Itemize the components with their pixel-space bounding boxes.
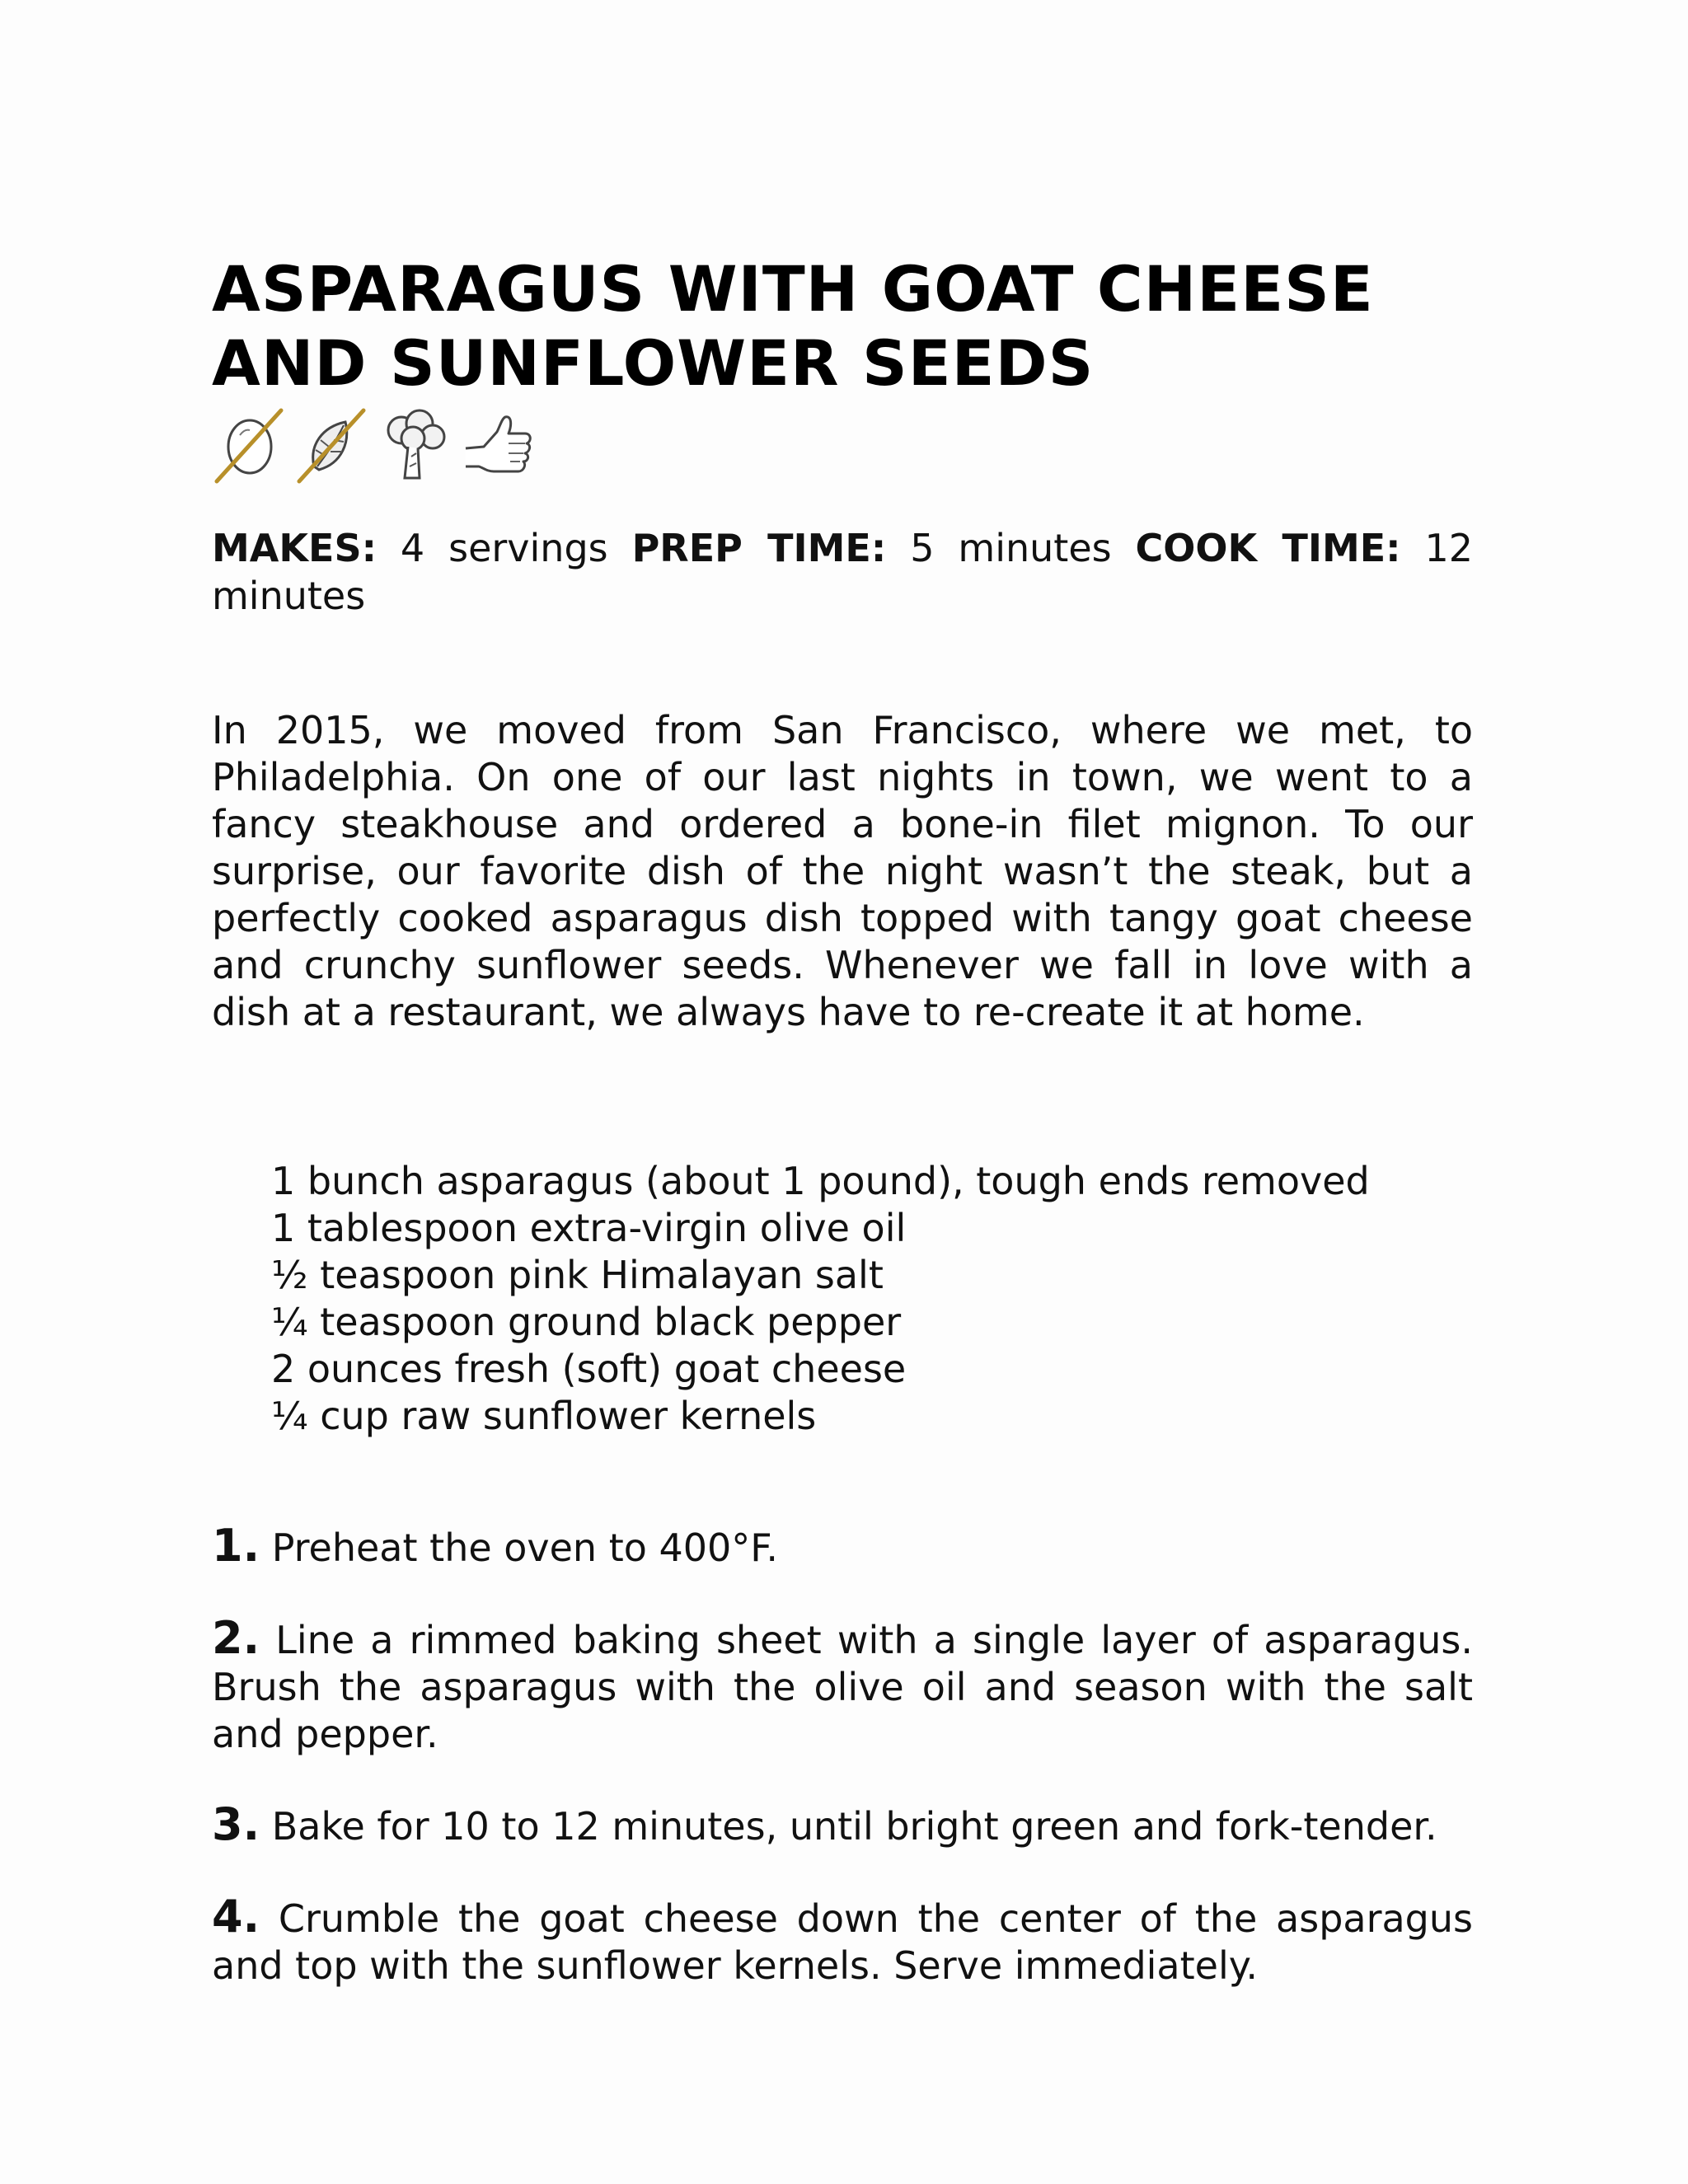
prep-time-value: 5 minutes [910, 526, 1112, 570]
ingredient-item: ½ teaspoon pink Himalayan salt [271, 1253, 884, 1297]
recipe-title-line-2: AND SUNFLOWER SEEDS [212, 326, 1095, 400]
recipe-intro: In 2015, we moved from San Francisco, where we met, to Philadelphia. On one of our last nights in town, we went to a fancy steakhouse and ordered a bone-in filet mignon. To our surprise, our favorite dish of the night wasn’t the steak, but a perfectly cooked asparagus dish topped with tangy goat cheese and crunchy sunflower seeds. Whenever we fall in love with a dish at a restaurant, we always have to re-create it at home. [212, 708, 1473, 1034]
prep-time-label: PREP TIME: [631, 526, 887, 570]
ingredient-list [271, 1158, 1473, 1440]
step-number: 3. [212, 1798, 260, 1850]
makes-label: MAKES: [212, 526, 377, 570]
step-text: Line a rimmed baking sheet with a single layer of asparagus. Brush the asparagus with the olive oil and season with the salt and pepper. [212, 1618, 1473, 1756]
diet-icons [212, 404, 1473, 486]
instruction-step [212, 1798, 1473, 1850]
ingredient-item: ¼ cup raw sunflower kernels [271, 1394, 817, 1438]
ingredient-item: 2 ounces fresh (soft) goat cheese [271, 1347, 907, 1391]
broccoli-icon [377, 405, 452, 485]
step-text: Crumble the goat cheese down the center of the asparagus and top with the sunflower kernels. Serve immediately. [212, 1896, 1473, 1988]
instruction-steps [212, 1522, 1473, 1990]
instruction-step [212, 1893, 1473, 1990]
step-number: 4. [212, 1891, 260, 1943]
step-number: 1. [212, 1520, 260, 1572]
step-text: Bake for 10 to 12 minutes, until bright green and fork-tender. [271, 1804, 1437, 1849]
recipe-page [212, 252, 1473, 2032]
no-nut-icon [294, 405, 370, 485]
thumbs-up-icon [459, 405, 535, 485]
step-text: Preheat the oven to 400°F. [271, 1526, 779, 1570]
instruction-step [212, 1522, 1473, 1572]
no-egg-icon [212, 405, 288, 485]
cook-time-value: 12 minutes [212, 526, 1474, 618]
recipe-title-line-1: ASPARAGUS WITH GOAT CHEESE [212, 252, 1374, 326]
cook-time-label: COOK TIME: [1135, 526, 1401, 570]
recipe-title [212, 252, 1473, 401]
ingredient-item: 1 bunch asparagus (about 1 pound), tough ends removed [271, 1159, 1370, 1203]
step-number: 2. [212, 1612, 260, 1664]
ingredient-item: ¼ teaspoon ground black pepper [271, 1300, 902, 1344]
instruction-step [212, 1612, 1473, 1758]
makes-value: 4 servings [400, 526, 608, 570]
ingredient-item: 1 tablespoon extra-virgin olive oil [271, 1206, 907, 1250]
recipe-meta [212, 524, 1473, 620]
